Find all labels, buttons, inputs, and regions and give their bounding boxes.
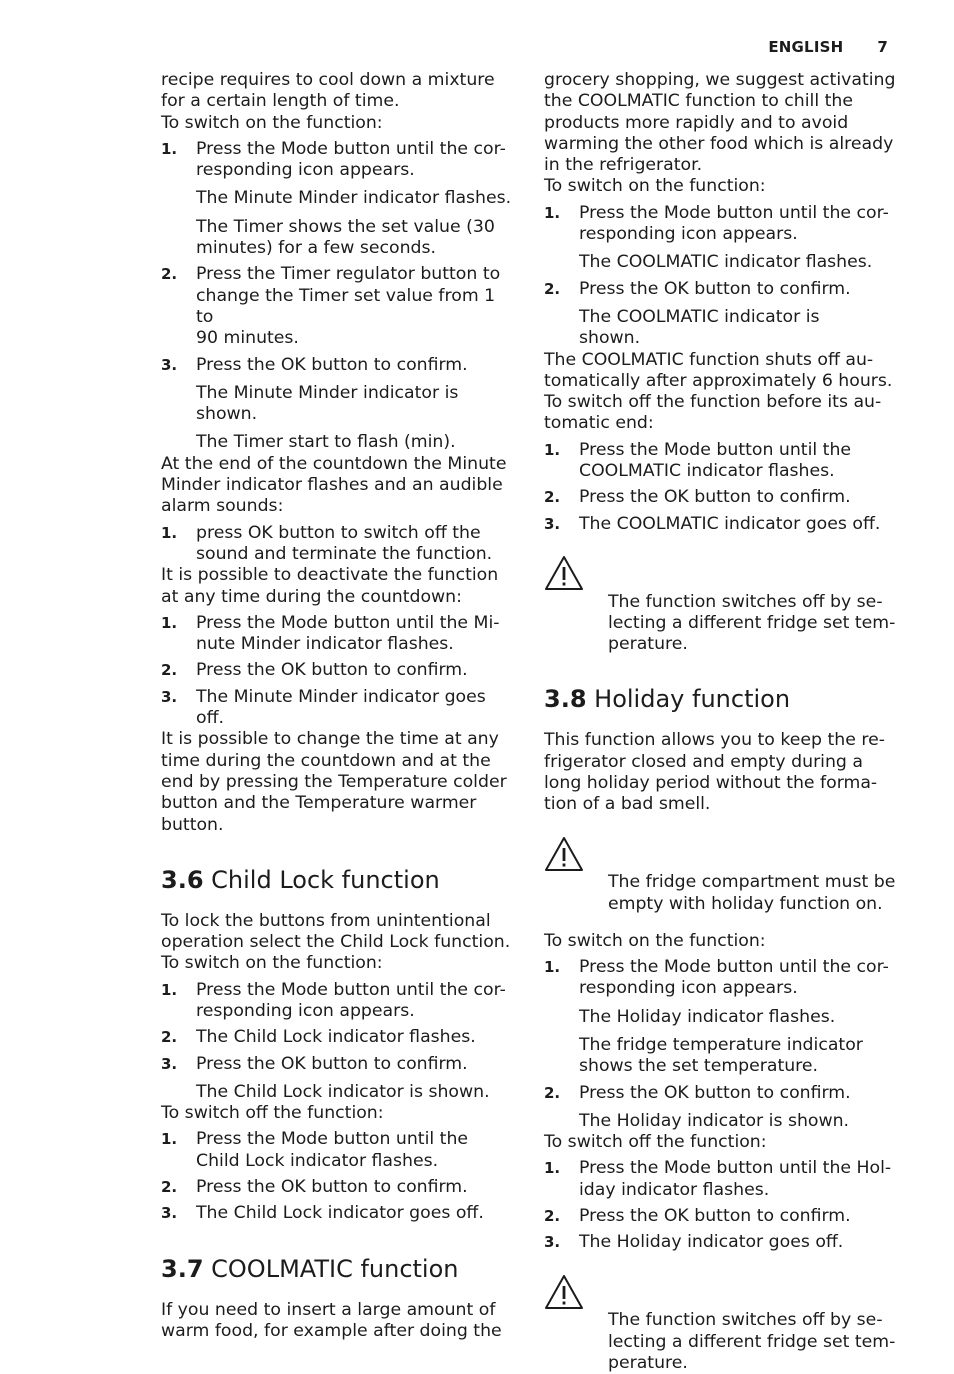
list-item (544, 440, 896, 483)
step-result: The Minute Minder indicator is shown. (196, 382, 459, 425)
step-text: Press the Mode button until the cor- responding icon appears. (579, 202, 889, 245)
list-item (161, 264, 513, 349)
coolmatic-intro: If you need to insert a large amount of warm food, for example after doing the (161, 1299, 502, 1341)
step-text: Press the Mode button until the Hol- iday indicator flashes. (579, 1158, 892, 1200)
step-text: Press the OK button to confirm. (579, 1206, 851, 1227)
step-result: The Holiday indicator flashes. (579, 1006, 836, 1027)
step-number: 2. (161, 1178, 178, 1197)
step-text: Press the Mode button until the cor- responding icon appears. (196, 979, 506, 1021)
section-heading-coolmatic (161, 1255, 513, 1283)
step-text: Press the OK button to confirm. (196, 1177, 468, 1198)
header-language: ENGLISH (768, 38, 844, 56)
list-item (161, 660, 513, 681)
step-number: 2. (544, 1207, 561, 1226)
list-item (161, 687, 513, 730)
list-item (544, 279, 896, 300)
list-item (544, 1158, 896, 1201)
page-number: 7 (877, 38, 888, 56)
list-item (161, 1203, 513, 1224)
step-text: The Child Lock indicator goes off. (196, 1203, 484, 1224)
step-number: 1. (161, 523, 178, 542)
step-number: 2. (161, 1028, 178, 1047)
list-item (544, 957, 896, 1000)
step-number: 2. (544, 1083, 561, 1102)
step-number: 1. (544, 1159, 561, 1178)
coolmatic-auto-off: The COOLMATIC function shuts off au- tomatically after approximately 6 hours. To switch off the function before its au- tomatic end: (544, 349, 893, 434)
step-text: Press the OK button to confirm. (196, 1053, 468, 1074)
step-text: Press the Mode button until the cor- responding icon appears. (579, 957, 889, 999)
section-heading-holiday (544, 685, 896, 713)
list-item (544, 203, 896, 246)
list-item (544, 1083, 896, 1104)
list-item (544, 1206, 896, 1227)
change-time-text: It is possible to change the time at any time during the countdown and at the end by pressing the Temperature colder button and the Temperature warmer button. (161, 729, 507, 835)
step-number: 2. (161, 265, 178, 284)
deactivate-intro: It is possible to deactivate the function at any time during the countdown: (161, 565, 499, 607)
warning-note (544, 1268, 896, 1374)
step-number: 3. (161, 355, 178, 374)
step-text: Press the Timer regulator button to change the Timer set value from 1 to 90 minutes. (196, 264, 501, 349)
warning-text: The function switches off by se- lecting a different fridge set tem- perature. (608, 591, 896, 655)
step-result: The Holiday indicator is shown. (579, 1110, 850, 1131)
step-result: The Timer start to flash (min). (196, 432, 456, 453)
list-item (161, 139, 513, 182)
child-lock-off-intro: To switch off the function: (161, 1103, 384, 1124)
step-number: 1. (161, 139, 178, 158)
countdown-end-text: At the end of the countdown the Minute Minder indicator flashes and an audible alarm sounds: (161, 453, 507, 517)
step-result: The fridge temperature indicator shows the set temperature. (579, 1034, 863, 1077)
coolmatic-intro-cont: grocery shopping, we suggest activating the COOLMATIC function to chill the products more rapidly and to avoid warming the other food which is already in the refrigerator. To switch on the function: (544, 70, 896, 197)
step-number: 1. (544, 203, 561, 222)
step-text: The Minute Minder indicator goes off. (196, 686, 486, 729)
step-text: The Child Lock indicator flashes. (196, 1027, 476, 1048)
list-item (161, 523, 513, 566)
step-result: The Timer shows the set value (30 minutes) for a few seconds. (196, 216, 495, 259)
step-result: The COOLMATIC indicator flashes. (579, 252, 873, 273)
step-number: 1. (161, 613, 178, 632)
list-item (161, 980, 513, 1023)
left-column (161, 70, 513, 1342)
step-number: 2. (544, 279, 561, 298)
list-item (161, 1027, 513, 1048)
minute-minder-steps-on (161, 139, 513, 454)
holiday-on-intro: To switch on the function: (544, 930, 766, 951)
list-item (161, 613, 513, 656)
section-heading-child-lock (161, 866, 513, 894)
warning-note (544, 549, 896, 655)
step-number: 3. (161, 1054, 178, 1073)
step-result: The Minute Minder indicator flashes. (196, 188, 512, 209)
step-number: 3. (161, 687, 178, 706)
step-text: Press the OK button to confirm. (579, 1082, 851, 1103)
list-item (161, 1177, 513, 1198)
step-text: Press the Mode button until the COOLMATIC indicator flashes. (579, 439, 852, 482)
step-text: Press the OK button to confirm. (579, 487, 851, 508)
step-text: Press the OK button to confirm. (579, 278, 851, 299)
warning-text: The function switches off by se- lecting a different fridge set tem- perature. (608, 1310, 896, 1373)
minute-minder-intro: recipe requires to cool down a mixture for a certain length of time. To switch on the function: (161, 70, 495, 133)
step-number: 1. (161, 980, 178, 999)
warning-note (544, 830, 896, 915)
list-item (544, 487, 896, 508)
warning-icon (544, 555, 584, 591)
section-title: Child Lock function (211, 865, 440, 894)
step-text: press OK button to switch off the sound and terminate the function. (196, 522, 493, 564)
holiday-off-intro: To switch off the function: (544, 1132, 767, 1153)
section-title: Holiday function (594, 685, 791, 714)
step-text: Press the Mode button until the Child Lock indicator flashes. (196, 1129, 469, 1171)
step-result: The Child Lock indicator is shown. (196, 1081, 490, 1102)
step-text: The Holiday indicator goes off. (579, 1232, 844, 1253)
list-item (544, 514, 896, 535)
section-number: 3.6 (161, 865, 204, 894)
page-header (768, 38, 888, 56)
step-number: 3. (544, 1233, 561, 1252)
step-text: The COOLMATIC indicator goes off. (579, 513, 881, 534)
step-text: Press the Mode button until the cor- responding icon appears. (196, 138, 506, 181)
step-number: 1. (544, 958, 561, 977)
step-number: 2. (544, 488, 561, 507)
step-number: 2. (161, 661, 178, 680)
warning-text: The fridge compartment must be empty with holiday function on. (608, 872, 896, 914)
step-text: Press the OK button to confirm. (196, 354, 468, 375)
section-number: 3.7 (161, 1254, 204, 1283)
right-column (544, 70, 896, 1374)
list-item (544, 1232, 896, 1253)
list-item (161, 355, 513, 376)
list-item (161, 1054, 513, 1075)
holiday-intro: This function allows you to keep the re- frigerator closed and empty during a long holiday period without the forma- tion of a bad smell. (544, 730, 885, 815)
step-number: 3. (544, 514, 561, 533)
section-title: COOLMATIC function (211, 1254, 459, 1283)
step-text: Press the Mode button until the Mi- nute Minder indicator flashes. (196, 612, 500, 655)
section-number: 3.8 (544, 685, 587, 714)
warning-icon (544, 1274, 584, 1310)
warning-icon (544, 836, 584, 872)
list-item (161, 1129, 513, 1172)
child-lock-intro: To lock the buttons from unintentional operation select the Child Lock function. To switch on the function: (161, 910, 511, 974)
step-number: 1. (544, 440, 561, 459)
step-number: 3. (161, 1204, 178, 1223)
step-text: Press the OK button to confirm. (196, 660, 468, 681)
step-number: 1. (161, 1130, 178, 1149)
step-result: The COOLMATIC indicator is shown. (579, 306, 820, 349)
